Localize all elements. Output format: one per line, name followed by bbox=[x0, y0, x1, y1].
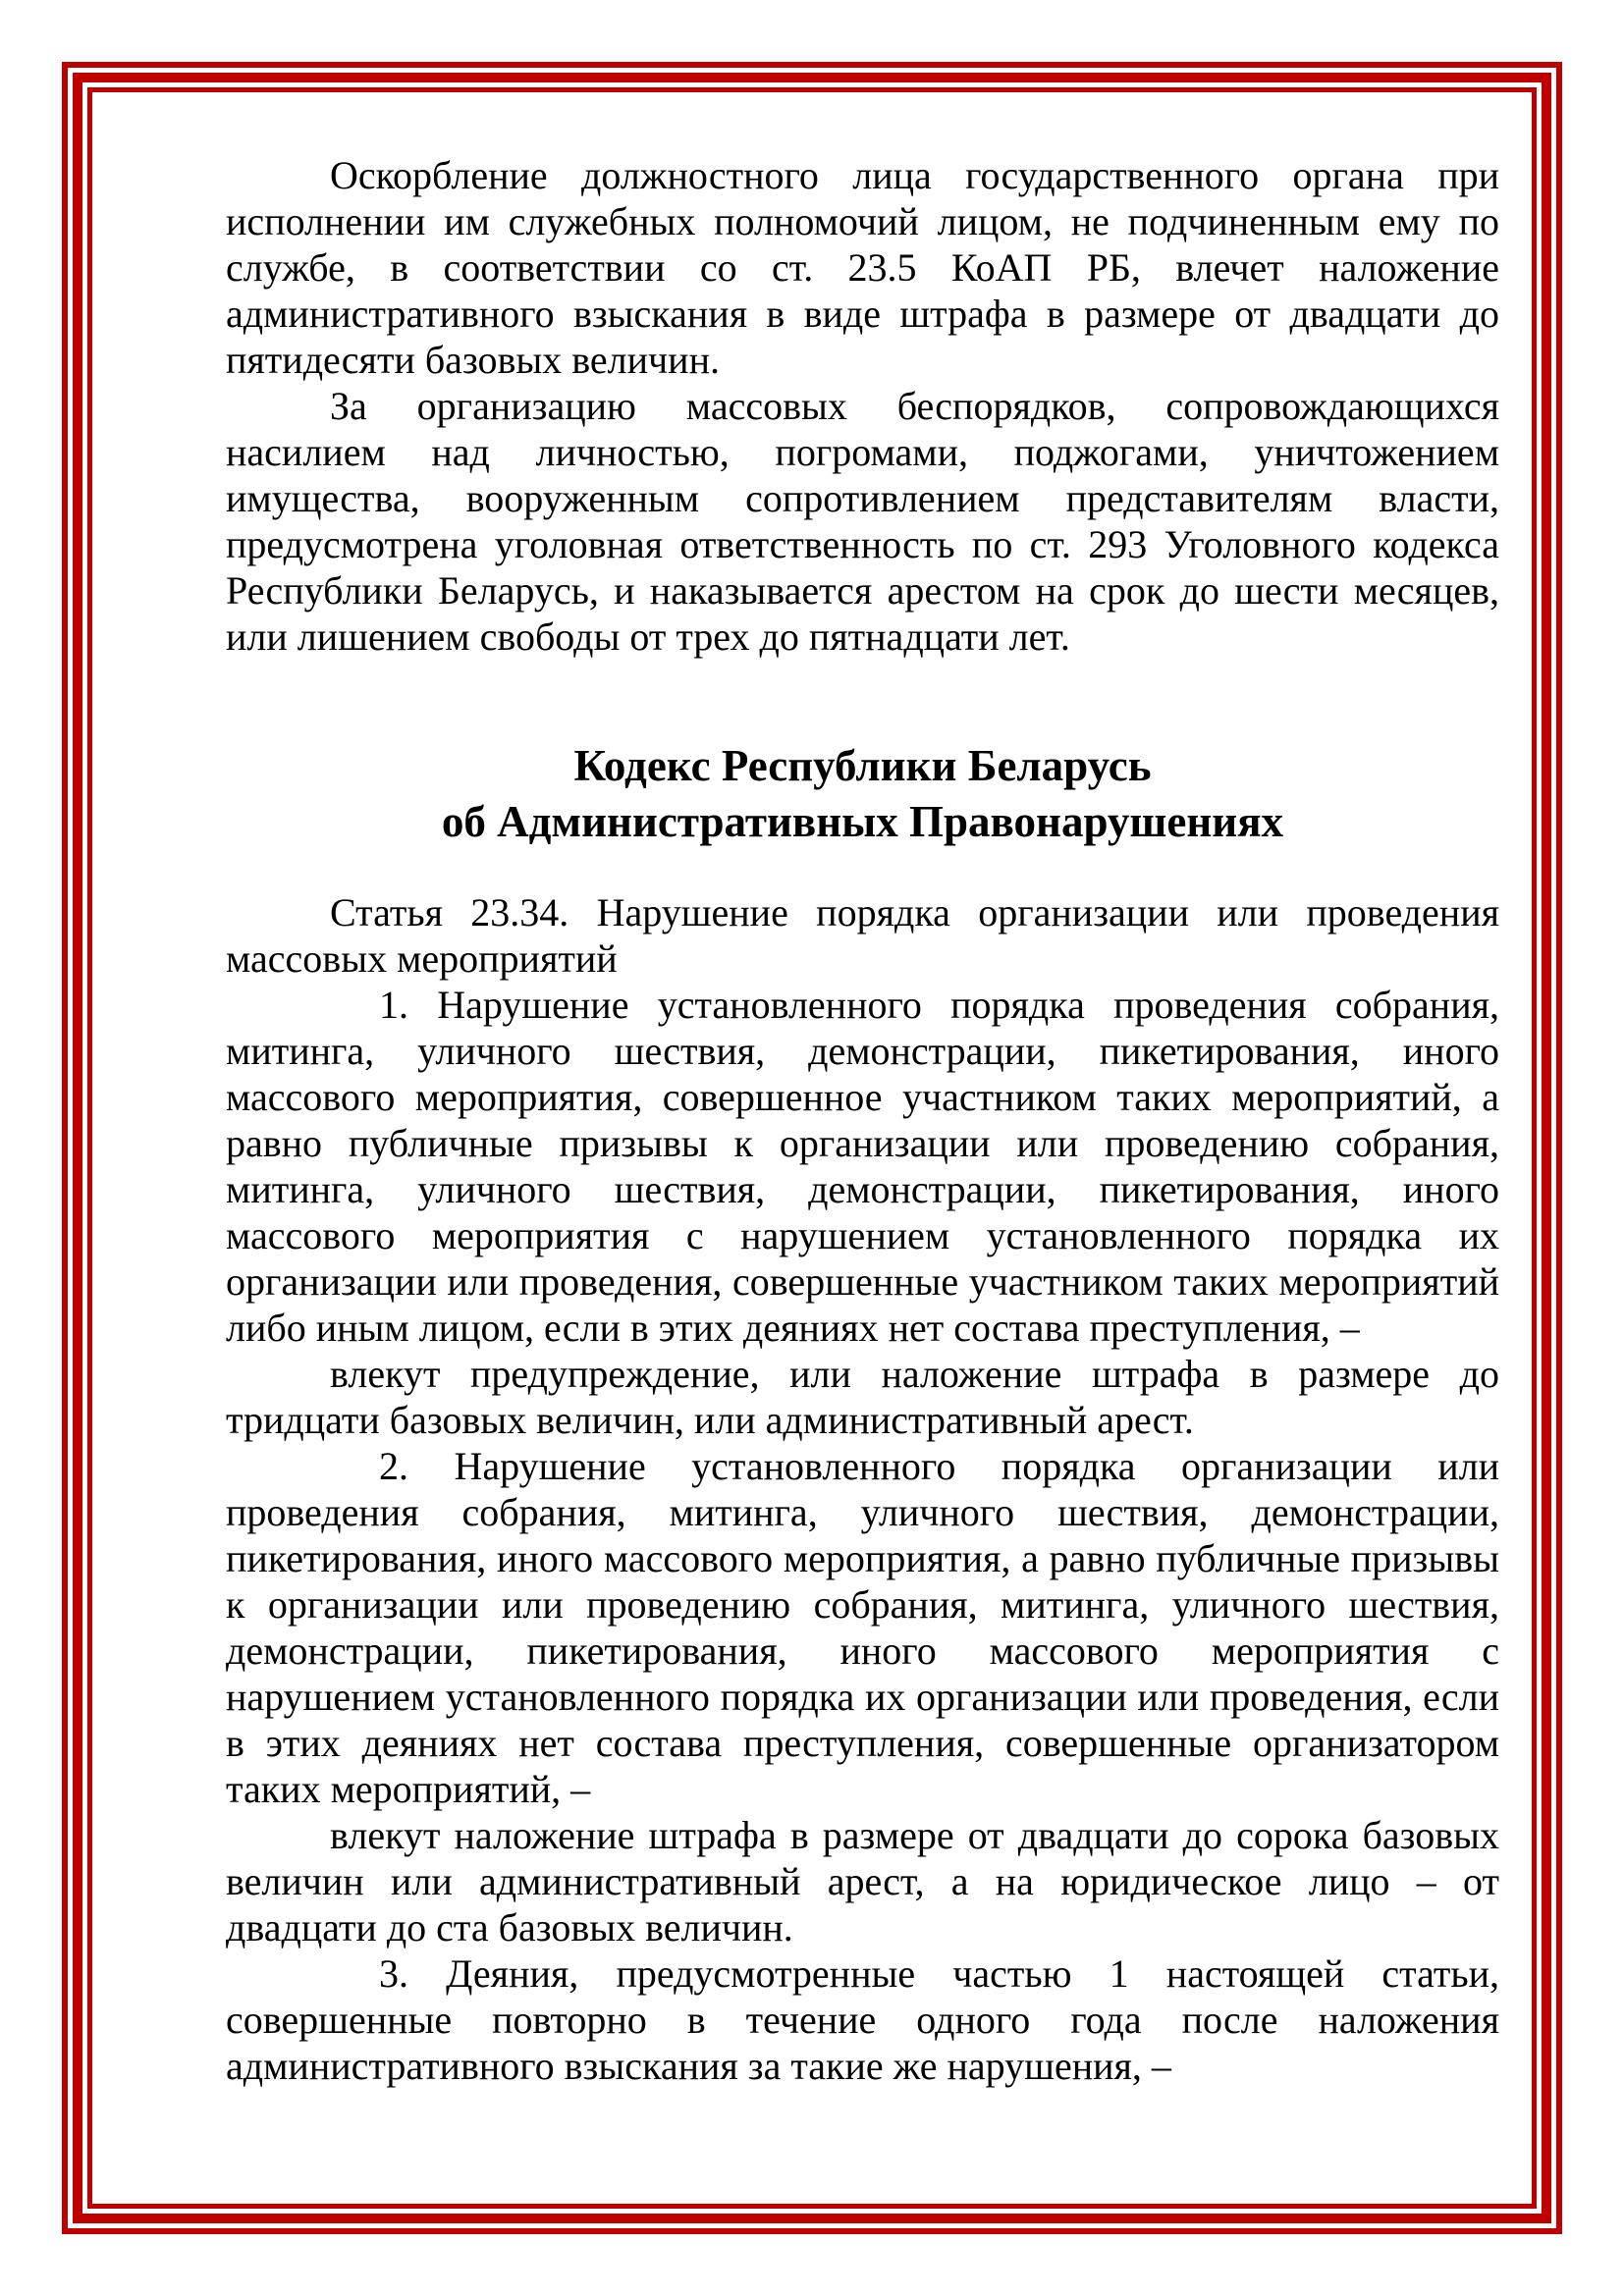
article-title-paragraph: Статья 23.34. Нарушение порядка организации или проведения массовых мероприятий bbox=[226, 890, 1499, 981]
document-heading bbox=[226, 738, 1499, 850]
heading-line-1: Кодекс Республики Беларусь bbox=[573, 741, 1152, 790]
intro-paragraph-mass-riots: За организацию массовых беспорядков, сопровождающихся насилием над личностью, погромами, поджогами, уничтожением имущества, вооруженным сопротивлением представителям власти, предусмотрена уголовная ответственность по ст. 293 Уголовного кодекса Республики Беларусь, и наказывается арестом на срок до шести месяцев, или лишением свободы от трех до пятнадцати лет. bbox=[226, 384, 1499, 659]
article-part-3-paragraph: 3. Деяния, предусмотренные частью 1 настоящей статьи, совершенные повторно в течение одного года после наложения административного взыскания за такие же нарушения, – bbox=[226, 1951, 1499, 2088]
heading-line-2: об Административных Правонарушениях bbox=[441, 797, 1284, 846]
article-part-1-paragraph: 1. Нарушение установленного порядка проведения собрания, митинга, уличного шествия, демонстрации, пикетирования, иного массового мероприятия, совершенное участником таких мероприятий, а равно публичные призывы к организации или проведению собрания, митинга, уличного шествия, демонстрации, пикетирования, иного массового мероприятия с нарушением установленного порядка их организации или проведения, совершенные участником таких мероприятий либо иным лицом, если в этих деяниях нет состава преступления, – bbox=[226, 983, 1499, 1350]
article-part-1-sanction-paragraph: влекут предупреждение, или наложение штрафа в размере до тридцати базовых величин, или административный арест. bbox=[226, 1352, 1499, 1442]
intro-paragraph-insult-official: Оскорбление должностного лица государственного органа при исполнении им служебных полномочий лицом, не подчиненным ему по службе, в соответствии со ст. 23.5 КоАП РБ, влечет наложение административного взыскания в виде штрафа в размере от двадцати до пятидесяти базовых величин. bbox=[226, 153, 1499, 382]
article-part-2-paragraph: 2. Нарушение установленного порядка организации или проведения собрания, митинга, уличного шествия, демонстрации, пикетирования, иного массового мероприятия, а равно публичные призывы к организации или проведению собрания, митинга, уличного шествия, демонстрации, пикетирования, иного массового мероприятия с нарушением установленного порядка их организации или проведения, если в этих деяниях нет состава преступления, совершенные организатором таких мероприятий, – bbox=[226, 1444, 1499, 1811]
article-part-2-sanction-paragraph: влекут наложение штрафа в размере от двадцати до сорока базовых величин или административный арест, а на юридическое лицо – от двадцати до ста базовых величин. bbox=[226, 1813, 1499, 1949]
